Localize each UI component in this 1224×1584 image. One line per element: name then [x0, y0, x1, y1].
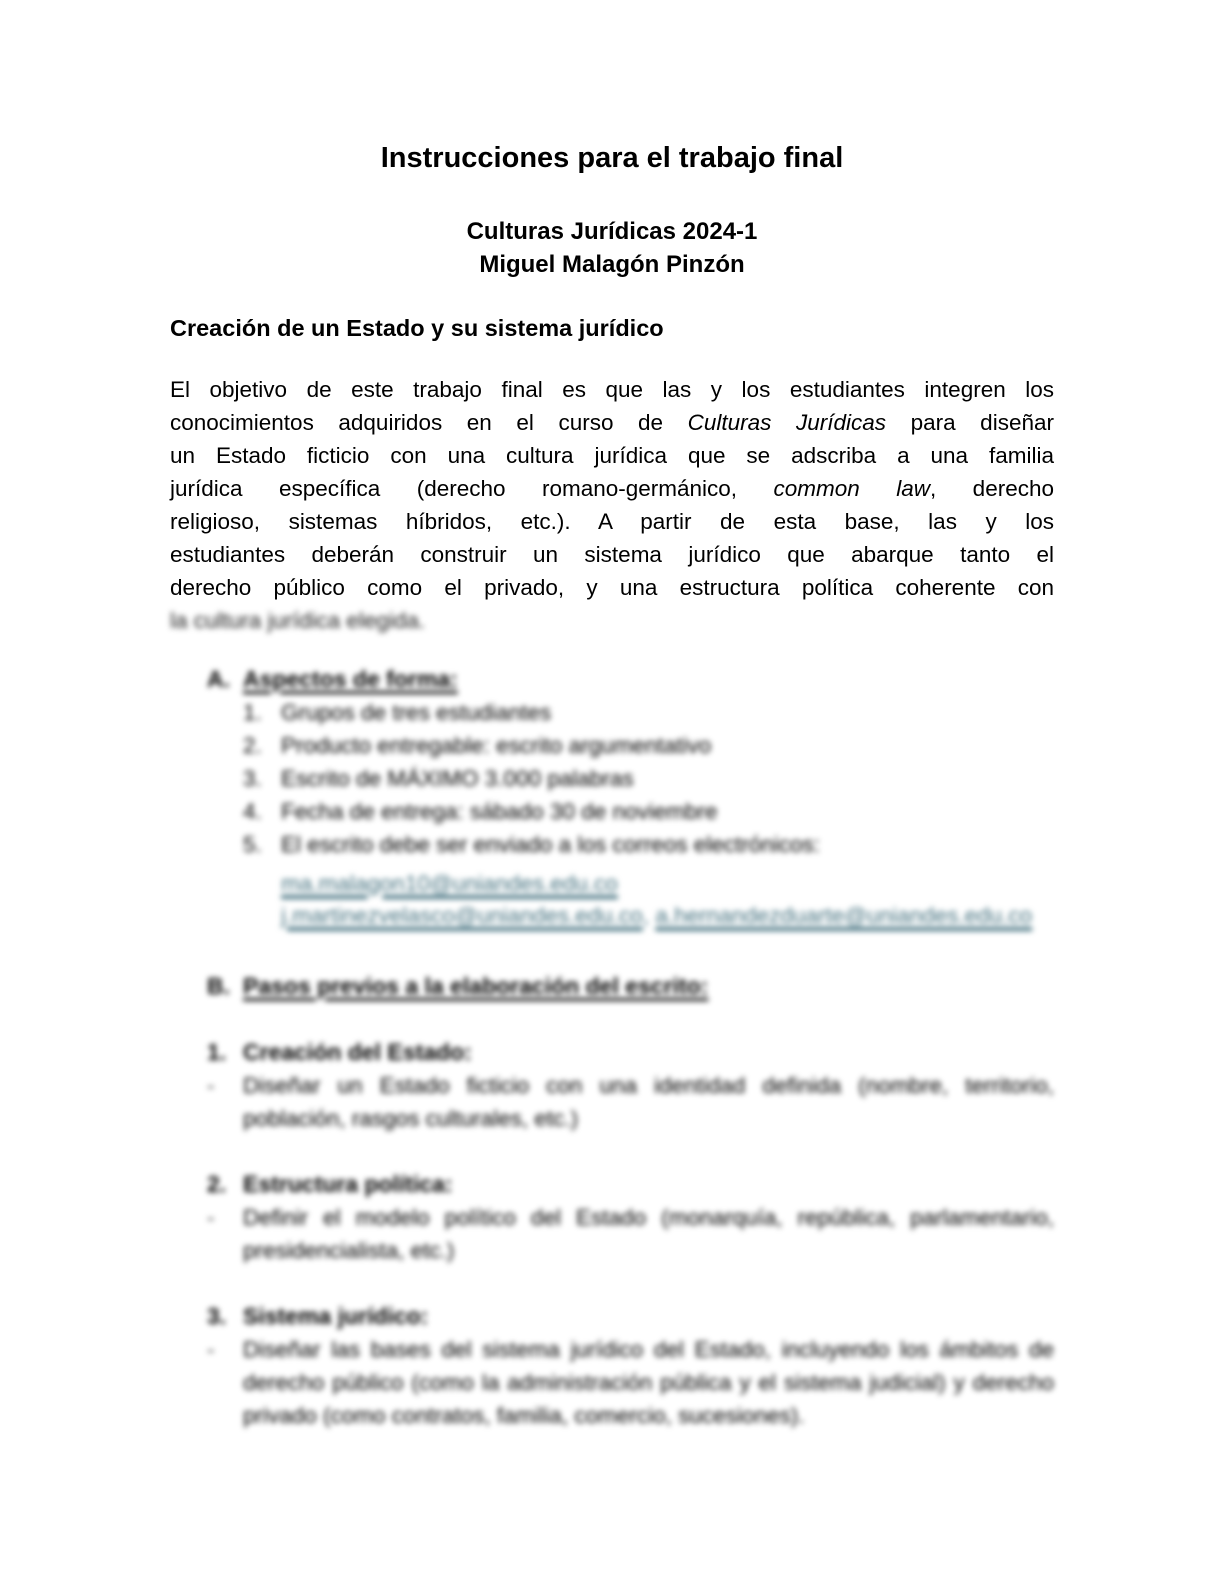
subsection-heading — [170, 1300, 1054, 1333]
list-item-text: El escrito debe ser enviado a los correos electrónicos: — [281, 832, 821, 857]
subsection-number: 1. — [207, 1039, 227, 1065]
intro-italic-common-law: common law — [773, 476, 930, 501]
intro-italic-course-name: Culturas Jurídicas — [687, 410, 887, 435]
subsection-title: Creación del Estado: — [243, 1039, 472, 1065]
bullet-marker: - — [207, 1073, 215, 1098]
section-a — [170, 663, 1054, 932]
section-b-label: B. — [207, 973, 230, 999]
list-item-number: 4. — [243, 799, 262, 824]
bullet-marker: - — [207, 1205, 215, 1230]
page-title: Instrucciones para el trabajo final — [380, 142, 844, 174]
intro-line: derecho público como el privado, y una estructura política coherente con — [170, 575, 1054, 600]
email-line — [281, 900, 1054, 932]
section-b — [170, 970, 1054, 1432]
email-line — [281, 868, 1054, 900]
email-links — [170, 868, 1054, 932]
subsection-creacion-estado — [170, 1036, 1054, 1135]
section-a-items — [170, 696, 1054, 861]
intro-paragraph — [170, 373, 1054, 604]
intro-text: , derecho — [929, 476, 1054, 501]
intro-text: para diseñar — [886, 410, 1054, 435]
subtitle-block — [170, 215, 1054, 281]
subsection-estructura-politica — [170, 1168, 1054, 1267]
list-item — [170, 795, 1054, 828]
list-item-number: 1. — [243, 700, 262, 725]
list-item-number: 3. — [243, 766, 262, 791]
intro-line — [170, 406, 1054, 439]
subsection-number: 2. — [207, 1171, 227, 1197]
list-item-text: Fecha de entrega: sábado 30 de noviembre — [281, 799, 718, 824]
list-item-number: 5. — [243, 832, 262, 857]
bullet-marker: - — [207, 1337, 215, 1362]
intro-last-line: la cultura jurídica elegida. — [170, 608, 426, 633]
course-name: Culturas Jurídicas 2024-1 — [466, 218, 758, 245]
intro-text: conocimientos adquiridos en el curso de — [170, 410, 688, 435]
bullet-text: Diseñar las bases del sistema jurídico del Estado, incluyendo los ámbitos de derecho público (como la administración pública y el sistema judicial) y derecho privado (como contratos, familia, comercio, sucesiones). — [243, 1337, 1054, 1428]
subsection-heading — [170, 1036, 1054, 1069]
email-link-3[interactable]: a.hernandezduarte@uniandes.edu.co — [655, 903, 1033, 928]
bullet-text: Definir el modelo político del Estado (monarquía, república, parlamentario, presidencialista, etc.) — [243, 1205, 1054, 1263]
section-b-title: Pasos previos a la elaboración del escrito: — [243, 973, 709, 999]
section-a-title: Aspectos de forma: — [243, 666, 458, 692]
intro-text: jurídica específica (derecho romano-germánico, — [170, 476, 774, 501]
list-item — [170, 696, 1054, 729]
bullet-item — [170, 1069, 1054, 1135]
list-item-number: 2. — [243, 733, 262, 758]
subsection-title: Sistema jurídico: — [243, 1303, 429, 1329]
subsection-heading — [170, 1168, 1054, 1201]
subsection-sistema-juridico — [170, 1300, 1054, 1432]
list-item-text: Escrito de MÁXIMO 3.000 palabras — [281, 766, 634, 791]
intro-heading: Creación de un Estado y su sistema jurídico — [170, 315, 664, 341]
list-item-text: Producto entregable: escrito argumentativo — [281, 733, 712, 758]
email-separator: , — [642, 903, 656, 928]
author-name: Miguel Malagón Pinzón — [479, 251, 745, 278]
bullet-item — [170, 1333, 1054, 1432]
bullet-item — [170, 1201, 1054, 1267]
intro-line: El objetivo de este trabajo final es que las y los estudiantes integren los — [170, 377, 1054, 402]
list-item — [170, 828, 1054, 861]
bullet-text: Diseñar un Estado ficticio con una identidad definida (nombre, territorio, población, rasgos culturales, etc.) — [243, 1073, 1054, 1131]
intro-line: un Estado ficticio con una cultura jurídica que se adscriba a una familia — [170, 443, 1054, 468]
intro-line: religioso, sistemas híbridos, etc.). A partir de esta base, las y los — [170, 509, 1054, 534]
intro-line — [170, 472, 1054, 505]
list-item — [170, 729, 1054, 762]
list-item-text: Grupos de tres estudiantes — [281, 700, 552, 725]
email-link-2[interactable]: j.martinezvelasco@uniandes.edu.co — [281, 903, 643, 928]
list-item — [170, 762, 1054, 795]
email-link-1[interactable]: ma.malagon10@uniandes.edu.co — [281, 871, 618, 896]
subsection-title: Estructura política: — [243, 1171, 453, 1197]
subsection-number: 3. — [207, 1303, 227, 1329]
section-b-heading — [170, 970, 1054, 1003]
section-a-label: A. — [207, 666, 230, 692]
section-a-heading — [170, 663, 1054, 696]
intro-line: estudiantes deberán construir un sistema jurídico que abarque tanto el — [170, 542, 1054, 567]
low-res-render-region — [170, 604, 1054, 1432]
